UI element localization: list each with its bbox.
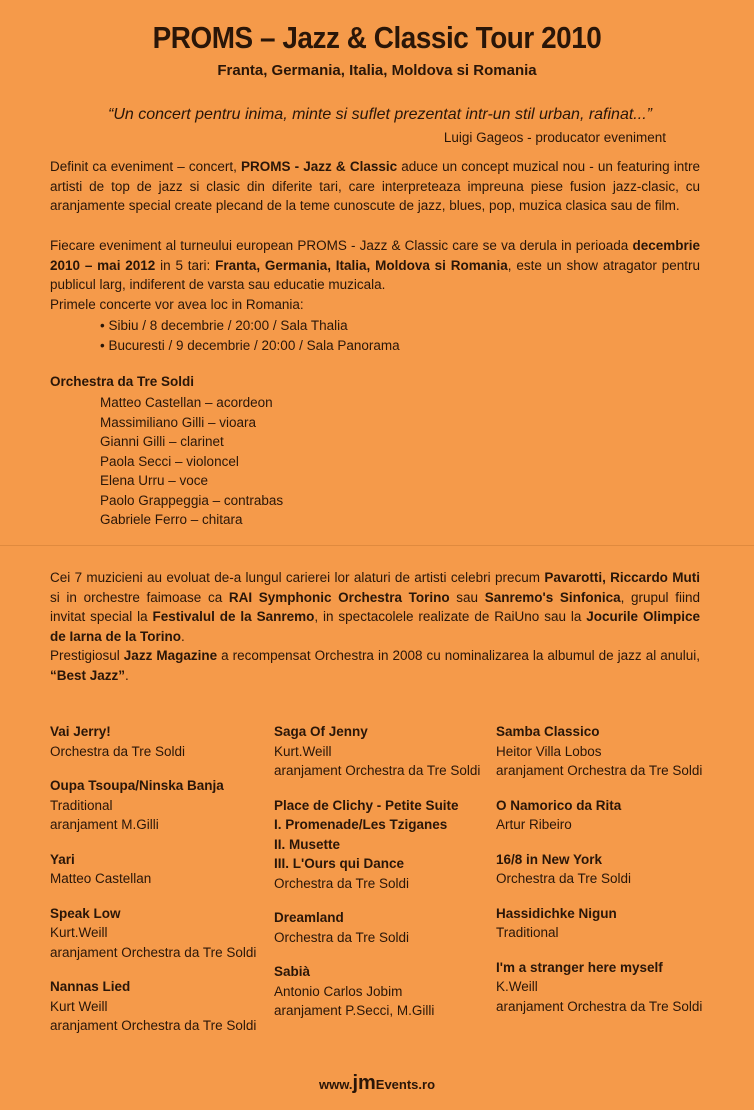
page-fold bbox=[0, 545, 754, 546]
program-entry-credit: aranjament Orchestra da Tre Soldi bbox=[50, 1018, 257, 1033]
award-paragraph: Prestigiosul Jazz Magazine a recompensat Orchestra in 2008 cu nominalizarea la albumul de jazz al anului, “Best Jazz”. bbox=[50, 648, 700, 683]
program-entry-title: Vai Jerry! bbox=[50, 724, 111, 739]
program-entry-title: Dreamland bbox=[274, 910, 344, 925]
list-item: Gabriele Ferro – chitara bbox=[100, 512, 243, 527]
program-entry bbox=[50, 904, 278, 963]
program-entry-credit: Kurt.Weill bbox=[50, 925, 108, 940]
program-entry-credit: aranjament Orchestra da Tre Soldi bbox=[496, 763, 703, 778]
program-entry-credit: Heitor Villa Lobos bbox=[496, 743, 602, 759]
program-entry bbox=[274, 722, 502, 781]
list-item: Gianni Gilli – clarinet bbox=[100, 434, 224, 449]
program-entry-title: Place de Clichy - Petite Suite bbox=[274, 797, 459, 813]
intro-paragraph: Definit ca eveniment – concert, PROMS - Jazz & Classic aduce un concept muzical nou - un featuring intre artisti de top de jazz si clasic din diferite tari, care interpreteaza impreuna piese fusion jazz-clasic, cu aranjamente special create plecand de la teme cunoscute de jazz, blues, pop, muzica clasica sau de film. bbox=[50, 159, 700, 213]
program-entry-credit: K.Weill bbox=[496, 979, 538, 994]
page-title: PROMS – Jazz & Classic Tour 2010 bbox=[152, 20, 602, 55]
quote-text: “Un concert pentru inima, minte si suflet prezentat intr-un stil urban, rafinat...” bbox=[108, 106, 652, 123]
program-entry-title: Samba Classico bbox=[496, 724, 600, 739]
program-entry-title: Yari bbox=[50, 851, 75, 867]
program-entry bbox=[50, 977, 278, 1036]
career-paragraph: Cei 7 muzicieni au evoluat de-a lungul carierei lor alaturi de artisti celebri precum Pavarotti, Riccardo Muti si in orchestre faimoase ca RAI Symphonic Orchestra Torino sau Sanremo's Sinfonica, grupul fiind invitat special la Festivalul de la Sanremo, in spectacolele realizate de RaiUno sau la Jocurile Olimpice de Iarna de la Torino. bbox=[50, 570, 701, 644]
program-entry-title: I. Promenade/Les Tziganes bbox=[274, 817, 448, 832]
program-entry bbox=[496, 722, 726, 781]
member-list bbox=[100, 393, 283, 530]
program-entry-title: Hassidichke Nigun bbox=[496, 905, 617, 921]
program-entry bbox=[496, 958, 726, 1017]
program-entry-credit: Orchestra da Tre Soldi bbox=[496, 871, 632, 886]
program-entry bbox=[496, 904, 726, 943]
program-entry bbox=[50, 722, 278, 761]
program-entry bbox=[50, 850, 278, 889]
program-entry-credit: Matteo Castellan bbox=[50, 871, 152, 886]
program-entry-title: III. L'Ours qui Dance bbox=[274, 856, 404, 871]
program-entry-credit: Kurt.Weill bbox=[274, 743, 332, 759]
program-entry-title: Sabià bbox=[274, 964, 311, 979]
program-entry-credit: Traditional bbox=[496, 925, 559, 940]
program-entry-title: II. Musette bbox=[274, 836, 341, 852]
program-column-3 bbox=[496, 722, 726, 1031]
list-item: Matteo Castellan – acordeon bbox=[100, 395, 273, 410]
program-entry-credit: Orchestra da Tre Soldi bbox=[274, 929, 410, 945]
program-entry-credit: Artur Ribeiro bbox=[496, 817, 572, 832]
program-column-1 bbox=[50, 722, 278, 1051]
program-entry bbox=[496, 850, 726, 889]
list-item: Paolo Grappeggia – contrabas bbox=[100, 492, 284, 508]
program-entry bbox=[50, 776, 278, 835]
program-entry bbox=[274, 962, 502, 1021]
list-item: Elena Urru – voce bbox=[100, 473, 209, 488]
program-entry-title: Nannas Lied bbox=[50, 979, 131, 994]
list-item: Paola Secci – violoncel bbox=[100, 453, 239, 469]
program-entry-credit: Kurt Weill bbox=[50, 998, 108, 1014]
list-item: Massimiliano Gilli – vioara bbox=[100, 414, 257, 430]
program-entry-title: O Namorico da Rita bbox=[496, 797, 622, 813]
program-entry-credit: Orchestra da Tre Soldi bbox=[50, 743, 186, 759]
quote-author: Luigi Gageos - producator eveniment bbox=[443, 130, 666, 145]
program-entry-credit: aranjament Orchestra da Tre Soldi bbox=[496, 998, 703, 1014]
tour-paragraph: Fiecare eveniment al turneului european PROMS - Jazz & Classic care se va derula in perioada decembrie 2010 – mai 2012 in 5 tari: Franta, Germania, Italia, Moldova si Romania, este un show atragator pentru publicul larg, indiferent de varsta sau educatie muzicala. Primele concerte vor avea loc in Romania: bbox=[50, 238, 700, 312]
program-entry-credit: aranjament Orchestra da Tre Soldi bbox=[274, 763, 481, 778]
program-entry-title: 16/8 in New York bbox=[496, 851, 603, 867]
page-subtitle: Franta, Germania, Italia, Moldova si Romania bbox=[217, 62, 537, 79]
footer-website: www.jmEvents.ro bbox=[318, 1072, 436, 1094]
program-entry-credit: Orchestra da Tre Soldi bbox=[274, 875, 410, 891]
program-entry-credit: aranjament P.Secci, M.Gilli bbox=[274, 1003, 435, 1018]
program-entry-credit: Antonio Carlos Jobim bbox=[274, 983, 403, 999]
program-entry-title: I'm a stranger here myself bbox=[496, 959, 663, 975]
program-entry-credit: aranjament Orchestra da Tre Soldi bbox=[50, 944, 257, 960]
program-entry-title: Oupa Tsoupa/Ninska Banja bbox=[50, 778, 224, 793]
program-entry bbox=[274, 796, 502, 894]
program-entry bbox=[496, 796, 726, 835]
program-entry-credit: Traditional bbox=[50, 797, 113, 813]
program-entry bbox=[274, 908, 502, 947]
program-column-2 bbox=[274, 722, 502, 1036]
program-entry-credit: aranjament M.Gilli bbox=[50, 817, 159, 832]
program-entry-title: Saga Of Jenny bbox=[274, 724, 368, 739]
list-item: • Bucuresti / 9 decembrie / 20:00 / Sala Panorama bbox=[100, 338, 400, 353]
program-entry-title: Speak Low bbox=[50, 905, 121, 921]
concert-list bbox=[100, 316, 400, 356]
orchestra-title: Orchestra da Tre Soldi bbox=[50, 374, 195, 389]
list-item: • Sibiu / 8 decembrie / 20:00 / Sala Thalia bbox=[100, 318, 348, 333]
